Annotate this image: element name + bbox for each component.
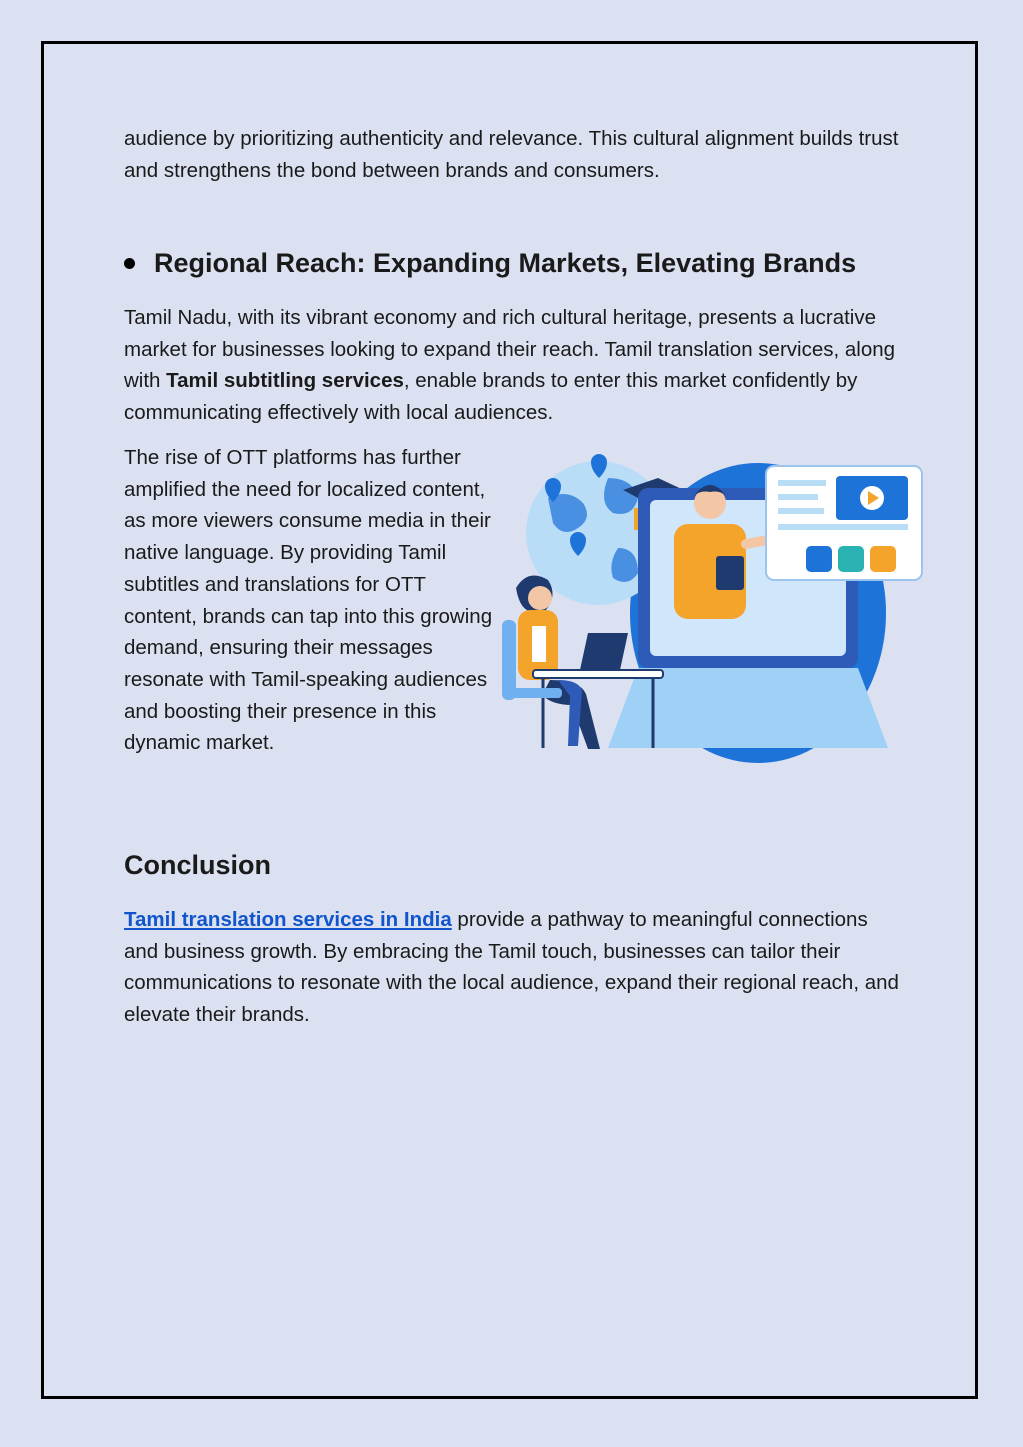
regional-text-1: Tamil Nadu, with its vibrant economy and rich cultural heritage, presents a lucrative market for businesses looking to expand their reach. Tamil translation services, along with: [124, 306, 896, 393]
intro-paragraph: audience by prioritizing authenticity and relevance. This cultural alignment builds trust and strengthens the bond between brands and consumers.: [124, 127, 899, 182]
regional-text-2: , enable brands to enter this market confidently by communicating effectively with local audiences.: [124, 369, 858, 425]
section-heading-text: Regional Reach: Expanding Markets, Elevating Brands: [154, 248, 857, 278]
ott-paragraph: The rise of OTT platforms has further amplified the need for localized content, as more viewers consume media in their native language. By providing Tamil subtitles and translations for OTT content, brands can tap into this growing demand, ensuring their messages resonate with Tamil-speaking audiences and boosting their presence in this dynamic market.: [124, 446, 493, 755]
conclusion-paragraph: [124, 904, 904, 1031]
bullet-icon: [124, 258, 135, 269]
online-learning-illustration: [488, 448, 928, 773]
regional-bold-text: Tamil subtitling services: [166, 369, 404, 393]
conclusion-heading: Conclusion: [124, 850, 271, 880]
conclusion-text: provide a pathway to meaningful connections and business growth. By embracing the Tamil touch, businesses can tailor their communications to resonate with the local audience, expand their regional reach, and elevate their brands.: [124, 908, 899, 1027]
section-heading: [124, 248, 856, 279]
regional-paragraph: [124, 302, 914, 429]
tamil-translation-link[interactable]: Tamil translation services in India: [124, 908, 452, 931]
